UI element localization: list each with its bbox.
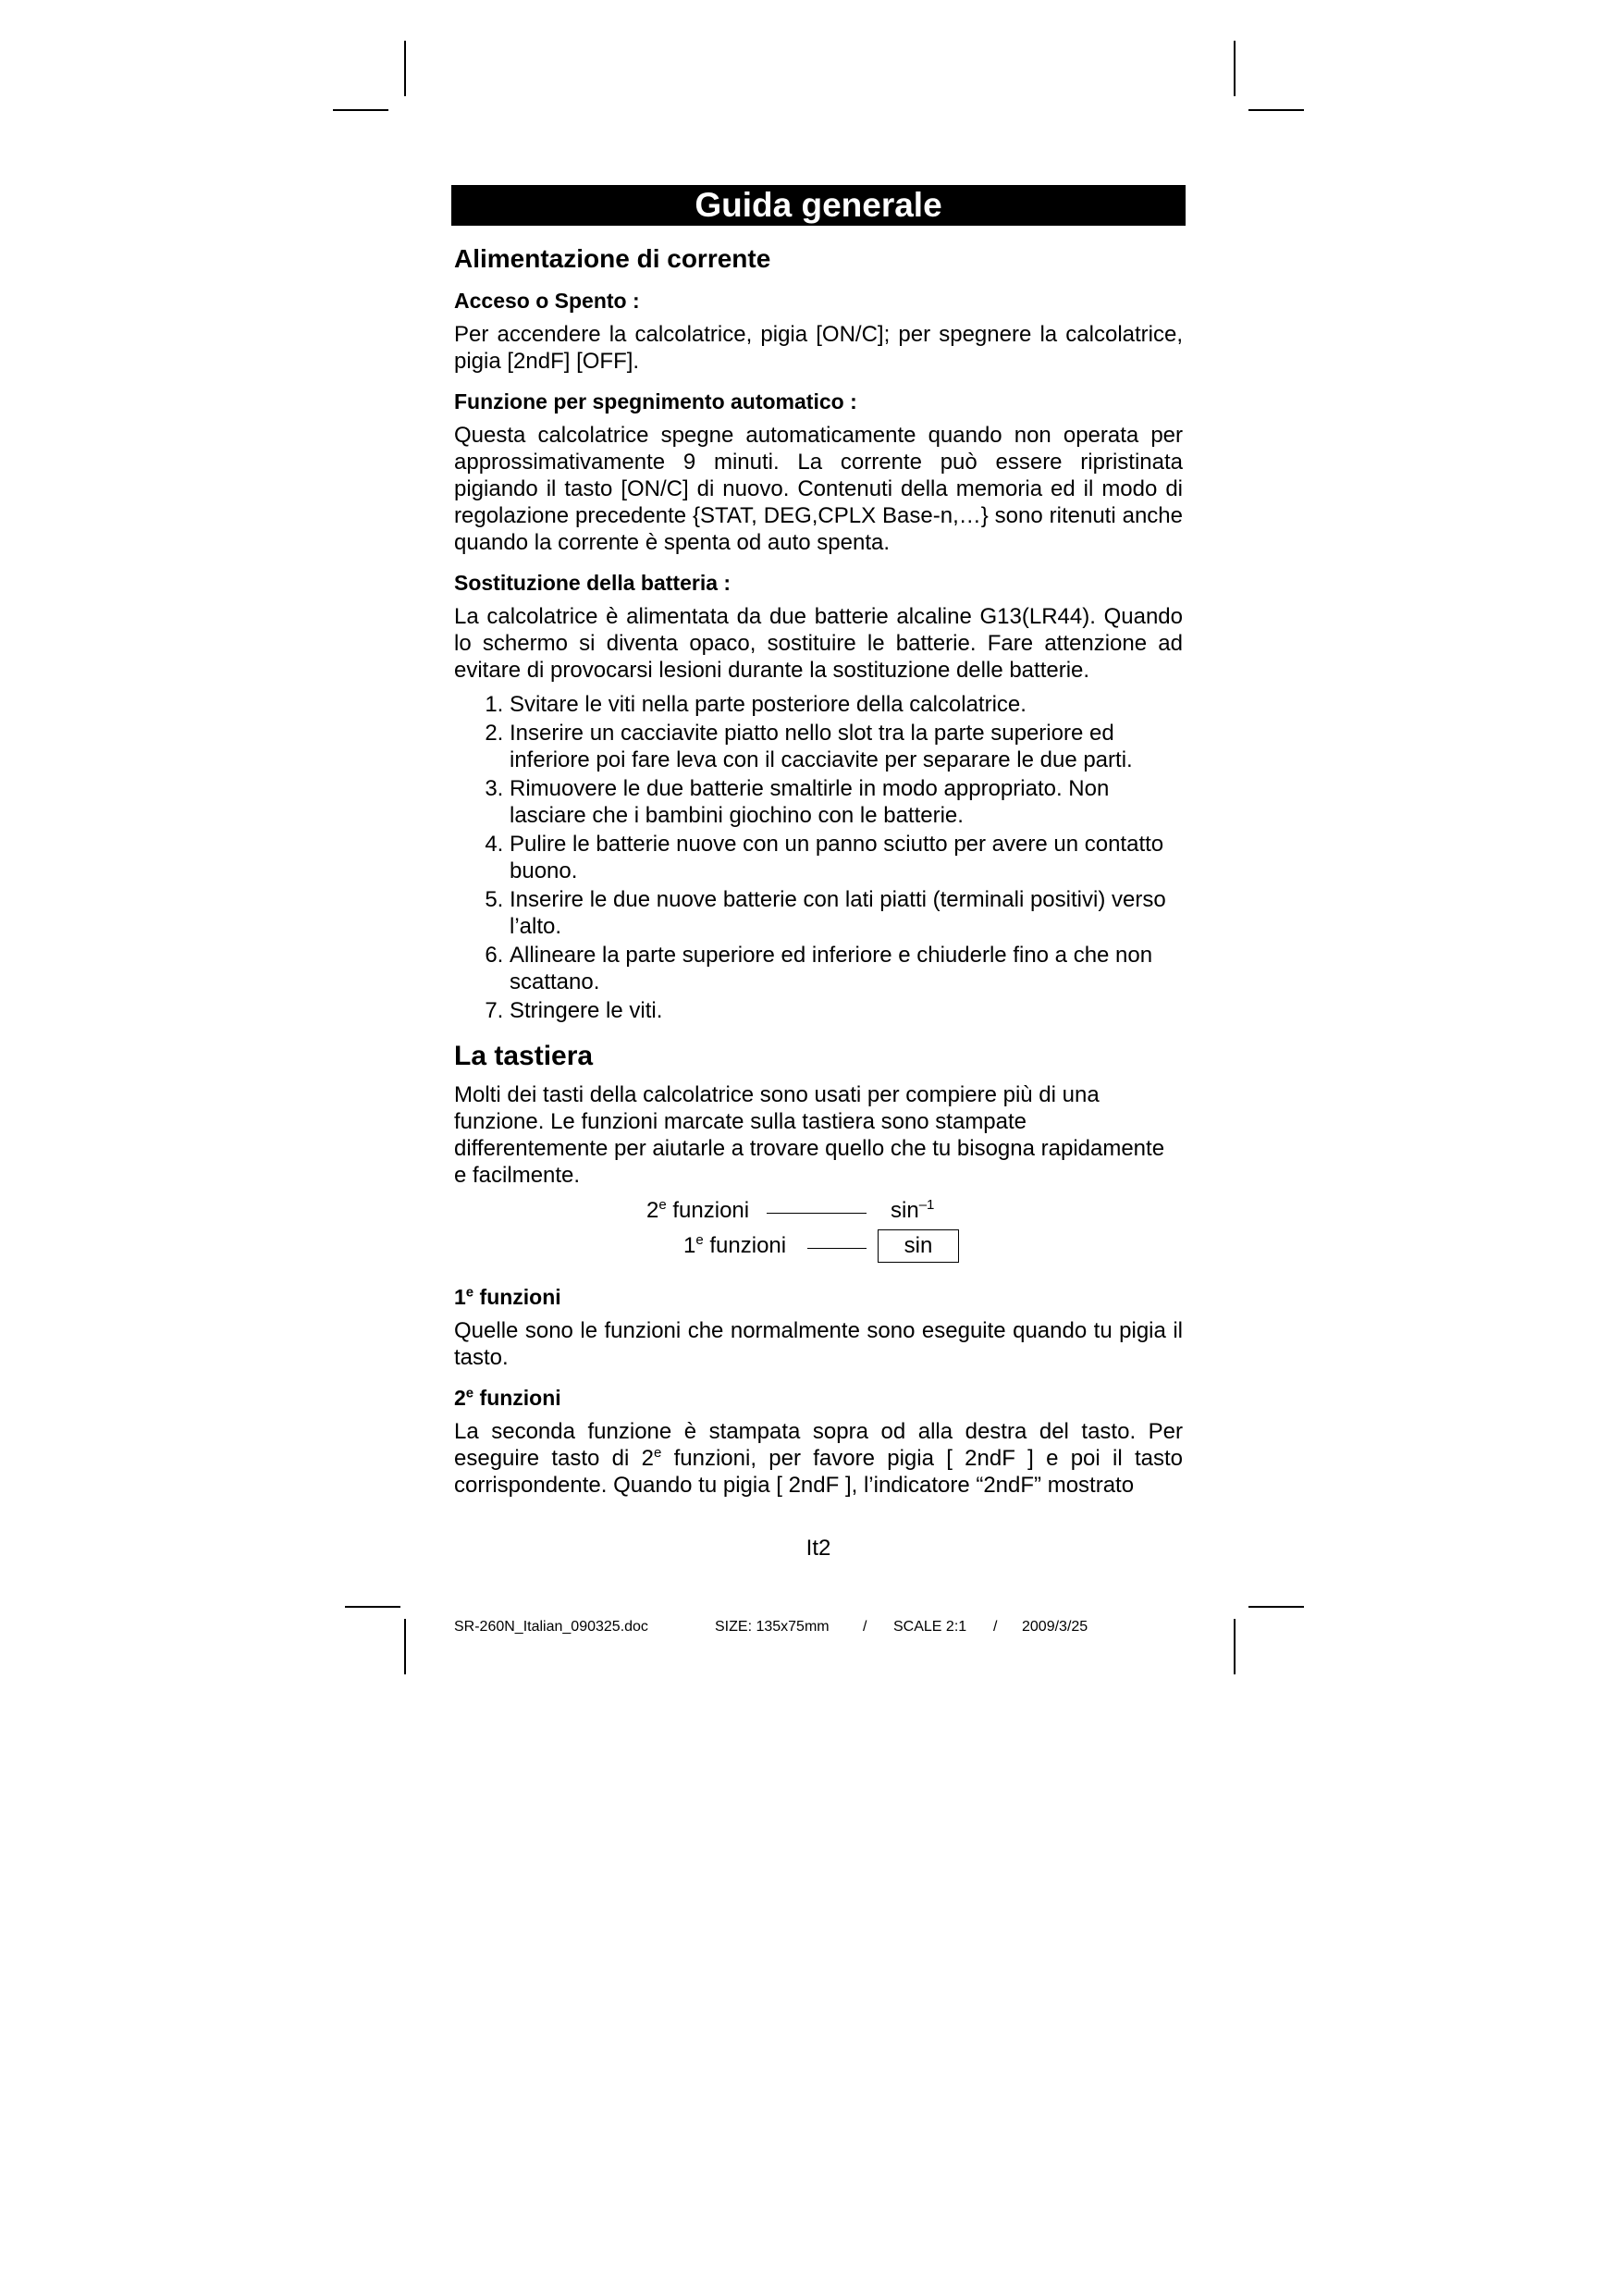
footer-separator: / [863, 1619, 867, 1635]
footer-scale: SCALE 2:1 [893, 1619, 967, 1635]
subheading-on-off: Acceso o Spento : [454, 289, 640, 313]
crop-mark-top-left-vertical [404, 41, 406, 96]
subheading-battery: Sostituzione della batteria : [454, 571, 732, 595]
page-title: Guida generale [451, 185, 1186, 226]
first-function-label: 1e funzioni [683, 1232, 787, 1258]
page-number: It2 [805, 1536, 831, 1561]
list-item: 7. Stringere le viti. [510, 997, 1183, 1024]
crop-mark-bottom-right-horizontal [1248, 1606, 1304, 1608]
key-function-diagram [454, 1196, 1183, 1270]
subheading-first-functions: 1e funzioni [454, 1284, 561, 1309]
subheading-auto-off: Funzione per spegnimento automatico : [454, 389, 857, 414]
crop-mark-top-right-vertical [1234, 41, 1236, 96]
paragraph-second-functions: La seconda funzione è stampata sopra od alla destra del tasto. Per eseguire tasto di 2e funzioni, per favore pigia [ 2ndF ] e poi il tasto corrispondente. Quando tu pigia [ 2ndF ], l’indicatore “2ndF” mostrato [454, 1419, 1183, 1498]
section-heading-keyboard: La tastiera [454, 1041, 594, 1071]
subheading-second-functions: 2e funzioni [454, 1385, 561, 1410]
list-item: 6. Allineare la parte superiore ed inferiore e chiuderle fino a che non scattano. [510, 942, 1183, 995]
second-key-label: $\sin^{-1}$ [891, 1197, 935, 1223]
page-content [451, 244, 1186, 1499]
paragraph-keyboard: Molti dei tasti della calcolatrice sono usati per compiere più di una funzione. Le funzioni marcate sulla tastiera sono stampate differentemente per aiutarle a trovare quello che tu bisogna rapidamente e facilmente. [454, 1082, 1165, 1188]
section-heading-power: Alimentazione di corrente [454, 244, 771, 273]
list-item: 4. Pulire le batterie nuove con un panno sciutto per avere un contatto buono. [510, 831, 1183, 884]
manual-page [451, 185, 1186, 1561]
paragraph-battery: La calcolatrice è alimentata da due batterie alcaline G13(LR44). Quando lo schermo si diventa opaco, sostituire le batterie. Fare attenzione ad evitare di provocarsi lesioni durante la sostituzione delle batterie. [454, 604, 1183, 683]
paragraph-on-off: Per accendere la calcolatrice, pigia [ON/C]; per spegnere la calcolatrice, pigia [2ndF] [OFF]. [454, 322, 1183, 374]
second-function-label: 2e funzioni [646, 1197, 750, 1223]
crop-mark-top-right-horizontal [1248, 109, 1304, 111]
list-item: 2. Inserire un cacciavite piatto nello slot tra la parte superiore ed inferiore poi fare leva con il cacciavite per separare le due parti. [510, 720, 1183, 773]
paragraph-first-functions: Quelle sono le funzioni che normalmente sono eseguite quando tu pigia il tasto. [454, 1318, 1183, 1370]
footer-filename: SR-260N_Italian_090325.doc [454, 1619, 648, 1635]
list-item: 5. Inserire le due nuove batterie con lati piatti (terminali positivi) verso l’alto. [510, 886, 1183, 940]
first-function-leader-line [807, 1248, 867, 1249]
battery-steps-list [454, 691, 1183, 1024]
crop-mark-bottom-right-vertical [1234, 1619, 1236, 1674]
footer-separator: / [993, 1619, 998, 1635]
sin-key: sin [878, 1229, 959, 1263]
crop-mark-bottom-left-vertical [404, 1619, 406, 1674]
footer-size: SIZE: 135x75mm [715, 1619, 830, 1635]
footer-date: 2009/3/25 [1022, 1619, 1088, 1635]
list-item: 1. Svitare le viti nella parte posteriore della calcolatrice. [510, 691, 1183, 718]
crop-mark-bottom-left-horizontal [345, 1606, 400, 1608]
paragraph-auto-off: Questa calcolatrice spegne automaticamente quando non operata per approssimativamente 9 minuti. La corrente può essere ripristinata pigiando il tasto [ON/C] di nuovo. Contenuti della memoria ed il modo di regolazione precedente {STAT, DEG,CPLX Base-n,…} sono ritenuti anche quando la corrente è spenta od auto spenta. [454, 423, 1183, 555]
second-function-leader-line [767, 1213, 867, 1214]
crop-mark-top-left-horizontal [333, 109, 388, 111]
list-item: 3. Rimuovere le due batterie smaltirle in modo appropriato. Non lasciare che i bambini giochino con le batterie. [510, 775, 1183, 829]
